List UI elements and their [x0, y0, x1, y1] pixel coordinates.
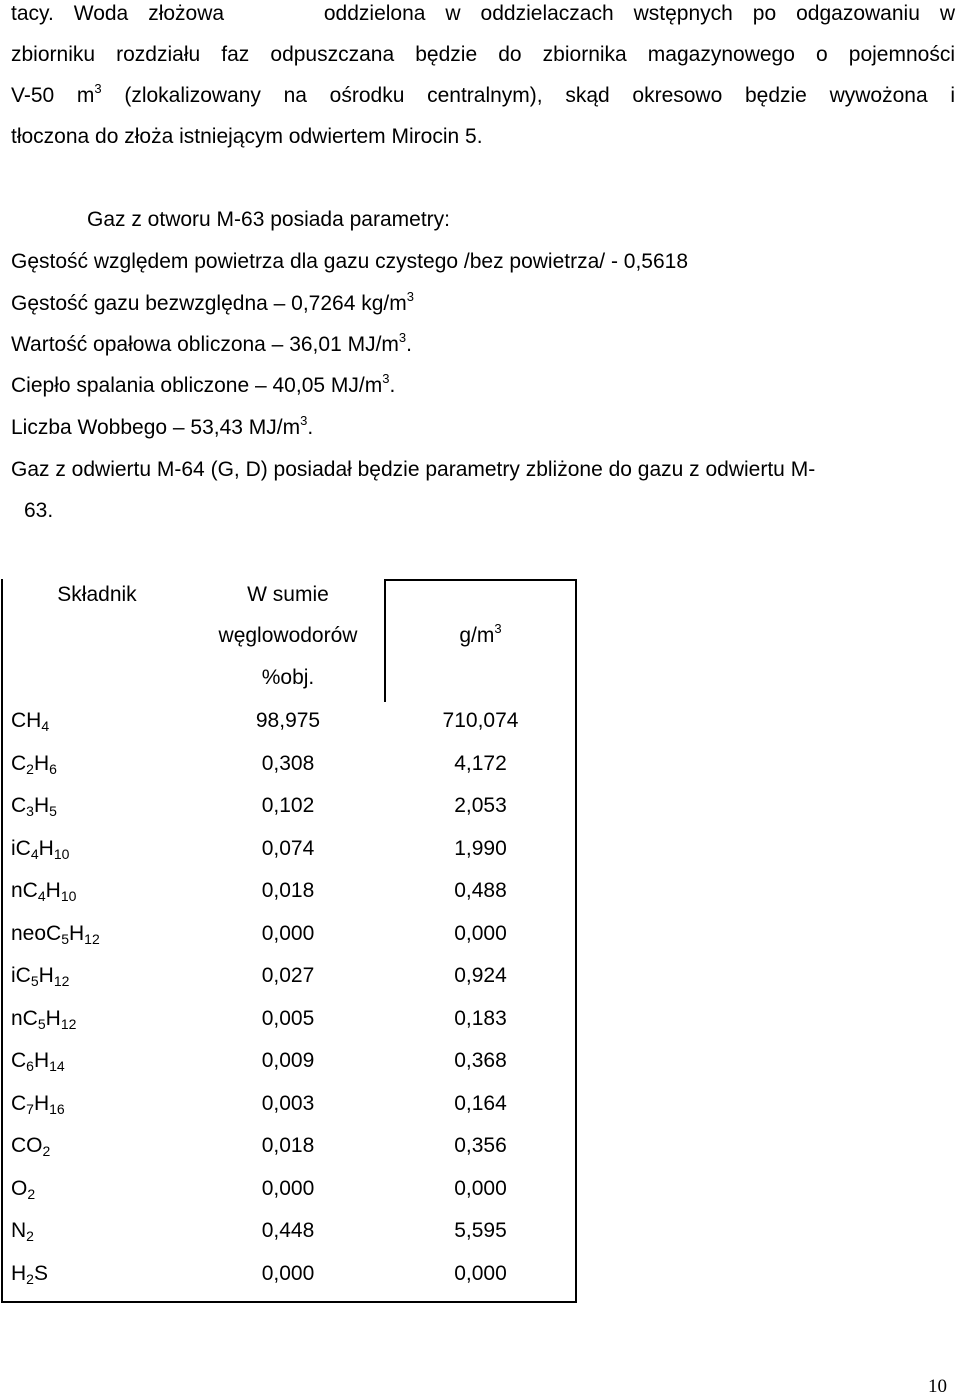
component-formula	[11, 1132, 50, 1161]
grams-per-m3: 0,164	[454, 1092, 507, 1115]
hydrocarbon-percent: 0,308	[261, 752, 315, 775]
paragraph-line	[11, 82, 955, 112]
component-formula	[11, 1217, 34, 1246]
formula-mid: H	[69, 922, 85, 945]
superscript: 3	[94, 81, 102, 96]
grams-per-m3: 1,990	[454, 837, 507, 860]
formula-mid: H	[33, 752, 50, 775]
formula-sub1: 4	[30, 846, 39, 862]
formula-mid: H	[33, 1092, 50, 1115]
component-formula	[11, 1175, 35, 1204]
component-formula	[11, 835, 69, 864]
superscript: 3	[382, 371, 390, 386]
paragraph-line: zbiorniku rozdziału faz odpuszczana będzie do zbiornika magazynowego o pojemności	[11, 43, 955, 66]
grams-per-m3: 0,000	[454, 1177, 507, 1200]
formula-sub1: 5	[61, 931, 69, 947]
wobbe-index-text: Liczba Wobbego – 53,43 MJ/m	[11, 416, 301, 439]
component-formula	[11, 750, 57, 779]
grams-per-m3: 710,074	[442, 709, 519, 732]
wobbe-index	[11, 414, 313, 444]
formula-prefix: nC	[11, 879, 38, 902]
formula-sub2: 10	[60, 888, 77, 904]
hydrocarbon-percent: 0,003	[261, 1092, 315, 1115]
hydrocarbon-percent: 98,975	[255, 709, 321, 732]
formula-sub1: 2	[26, 761, 34, 777]
formula-sub1: 5	[37, 1016, 46, 1032]
formula-sub1: 3	[26, 803, 34, 819]
formula-sub1: 2	[27, 1186, 36, 1202]
period: .	[389, 374, 396, 397]
formula-sub1: 7	[26, 1101, 34, 1117]
hydrocarbon-percent: 0,018	[261, 1134, 315, 1157]
formula-sub1: 5	[30, 973, 39, 989]
component-formula	[11, 962, 69, 991]
component-formula	[11, 707, 49, 736]
paragraph-text: V-50 m	[11, 84, 95, 107]
hydrocarbon-percent: 0,027	[261, 964, 315, 987]
component-formula	[11, 792, 57, 821]
grams-per-m3: 0,000	[454, 1262, 507, 1285]
component-formula	[11, 1047, 65, 1076]
formula-mid: H	[38, 964, 54, 987]
header-hc-line1: W sumie	[247, 583, 329, 606]
formula-prefix: neoC	[11, 922, 62, 945]
formula-prefix: C	[11, 1049, 27, 1072]
formula-sub1: 4	[37, 888, 46, 904]
formula-sub1: 2	[42, 1143, 51, 1159]
formula-prefix: H	[11, 1262, 27, 1285]
density-relative: Gęstość względem powietrza dla gazu czystego /bez powietrza/ - 0,5618	[11, 250, 689, 273]
formula-sub2: 5	[49, 803, 57, 819]
formula-mid: H	[38, 837, 54, 860]
grams-per-m3: 0,183	[454, 1007, 507, 1030]
formula-prefix: C	[11, 752, 27, 775]
formula-sub2: 16	[49, 1101, 65, 1117]
hydrocarbon-percent: 0,000	[261, 1177, 315, 1200]
table-border-top	[384, 579, 577, 581]
m64-note-line1: Gaz z odwiertu M-64 (G, D) posiadał będzie parametry zbliżone do gazu z odwiertu M-	[11, 458, 816, 481]
superscript: 3	[494, 621, 502, 636]
grams-per-m3: 0,924	[454, 964, 507, 987]
grams-per-m3: 0,488	[454, 879, 507, 902]
density-absolute	[11, 290, 414, 320]
paragraph-line: tacy. Woda złożowa oddzielona w oddzielaczach wstępnych po odgazowaniu w	[11, 2, 955, 25]
paragraph-line: tłoczona do złoża istniejącym odwiertem Mirocin 5.	[11, 125, 483, 148]
calorific-value	[11, 331, 412, 361]
density-absolute-text: Gęstość gazu bezwzględna – 0,7264 kg/m	[11, 292, 407, 315]
formula-sub1: 2	[26, 1228, 34, 1244]
gas-params-intro: Gaz z otworu M-63 posiada parametry:	[87, 208, 450, 231]
formula-mid: H	[33, 1049, 50, 1072]
formula-sub1: 2	[26, 1271, 34, 1287]
formula-mid: S	[33, 1262, 48, 1285]
formula-prefix: O	[11, 1177, 28, 1200]
grams-per-m3: 0,356	[454, 1134, 507, 1157]
m64-note-line2: 63.	[24, 499, 54, 522]
combustion-heat	[11, 372, 395, 402]
formula-prefix: nC	[11, 1007, 38, 1030]
formula-sub1: 6	[26, 1058, 34, 1074]
formula-prefix: N	[11, 1219, 27, 1242]
formula-prefix: C	[11, 794, 27, 817]
period: .	[406, 333, 412, 356]
formula-sub2: 14	[49, 1058, 65, 1074]
component-formula	[11, 920, 100, 949]
grams-per-m3: 0,000	[454, 922, 507, 945]
formula-mid: H	[33, 794, 50, 817]
formula-mid: H	[45, 1007, 61, 1030]
hydrocarbon-percent: 0,102	[261, 794, 315, 817]
page-number: 10	[928, 1376, 947, 1397]
period: .	[307, 416, 314, 439]
formula-mid: H	[45, 879, 61, 902]
header-hc-line2: węglowodorów	[218, 624, 358, 647]
grams-per-m3: 2,053	[454, 794, 507, 817]
hydrocarbon-percent: 0,074	[261, 837, 315, 860]
formula-sub2: 10	[53, 846, 70, 862]
formula-sub2: 12	[53, 973, 70, 989]
paragraph-text: (zlokalizowany na ośrodku centralnym), skąd okresowo będzie wywożona i	[101, 84, 955, 107]
hydrocarbon-percent: 0,448	[261, 1219, 315, 1242]
formula-prefix: C	[11, 1092, 27, 1115]
hydrocarbon-percent: 0,009	[261, 1049, 315, 1072]
component-formula	[11, 877, 76, 906]
grams-per-m3: 5,595	[454, 1219, 507, 1242]
grams-per-m3: 0,368	[454, 1049, 507, 1072]
formula-prefix: iC	[11, 964, 31, 987]
header-hc-line3: %obj.	[261, 666, 315, 689]
hydrocarbon-percent: 0,000	[261, 922, 315, 945]
superscript: 3	[406, 289, 414, 304]
header-component: Składnik	[57, 583, 137, 606]
formula-sub2: 6	[49, 761, 57, 777]
table-border-left	[1, 579, 3, 1303]
superscript: 3	[300, 413, 308, 428]
hydrocarbon-percent: 0,018	[261, 879, 315, 902]
formula-prefix: CO	[11, 1134, 43, 1157]
calorific-value-text: Wartość opałowa obliczona – 36,01 MJ/m	[11, 333, 399, 356]
header-gm3-text: g/m	[459, 624, 495, 647]
formula-prefix: iC	[11, 837, 31, 860]
formula-sub2: 12	[60, 1016, 77, 1032]
component-formula	[11, 1090, 65, 1119]
hydrocarbon-percent: 0,000	[261, 1262, 315, 1285]
formula-sub1: 4	[41, 718, 50, 734]
hydrocarbon-percent: 0,005	[261, 1007, 315, 1030]
combustion-heat-text: Ciepło spalania obliczone – 40,05 MJ/m	[11, 374, 383, 397]
composition-table	[1, 579, 576, 1303]
superscript: 3	[398, 330, 407, 345]
formula-sub2: 12	[84, 931, 100, 947]
formula-prefix: CH	[11, 709, 42, 732]
header-gm3	[384, 622, 577, 652]
table-border-bottom	[1, 1301, 577, 1303]
grams-per-m3: 4,172	[454, 752, 507, 775]
component-formula	[11, 1005, 76, 1034]
component-formula	[11, 1260, 48, 1289]
